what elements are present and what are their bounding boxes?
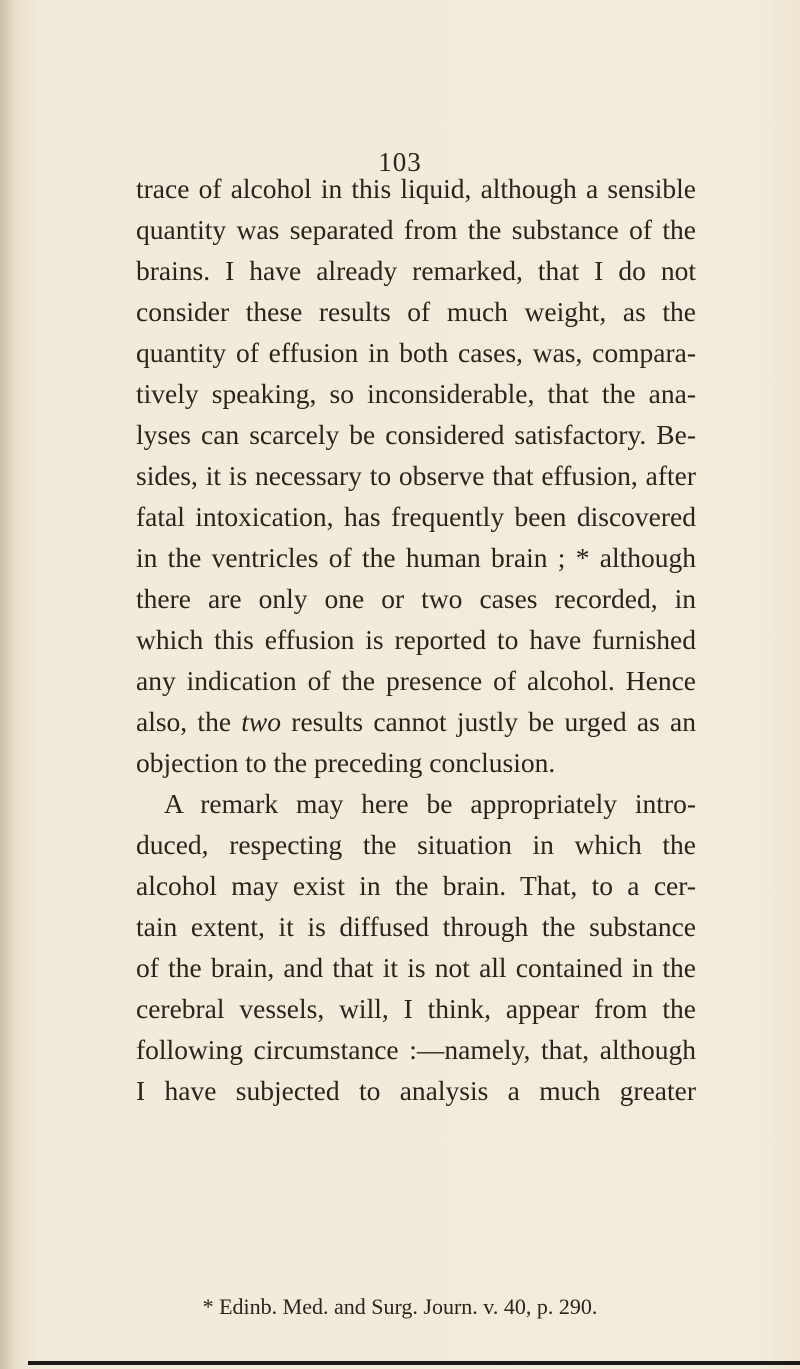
text-line-16: A remark may here be appropriately intro-: [164, 788, 696, 819]
text-line-3: brains. I have already remarked, that I do not: [136, 255, 696, 286]
text-line-13: any indication of the presence of alcohol. Hence: [136, 665, 696, 696]
text-line-4: consider these results of much weight, as the: [136, 296, 696, 327]
text-line-11: there are only one or two cases recorded, in: [136, 583, 696, 614]
text-line-17: duced, respecting the situation in which the: [136, 829, 696, 860]
text-line-12: which this effusion is reported to have furnished: [136, 624, 696, 655]
text-line-9: fatal intoxication, has frequently been discovered: [136, 501, 696, 532]
footnote: * Edinb. Med. and Surg. Journ. v. 40, p. 290.: [202, 1294, 598, 1319]
text-line-6: tively speaking, so inconsiderable, that the ana-: [136, 378, 696, 409]
binding-gutter: [0, 0, 14, 1369]
body-text: [136, 168, 696, 1111]
text-line-7: lyses can scarcely be considered satisfactory. Be-: [136, 419, 696, 450]
text-line-20: of the brain, and that it is not all contained in the: [136, 952, 696, 983]
text-line-2: quantity was separated from the substance of the: [136, 214, 696, 245]
text-line-18: alcohol may exist in the brain. That, to a cer-: [136, 870, 696, 901]
text-line-15: objection to the preceding conclusion.: [136, 747, 556, 778]
bottom-edge-rule: [28, 1361, 800, 1365]
text-line-1: trace of alcohol in this liquid, although a sensible: [136, 173, 696, 204]
text-line-14: [136, 701, 696, 742]
text-line-14-emphasis: two: [241, 706, 282, 737]
text-line-22: following circumstance :—namely, that, although: [136, 1034, 696, 1065]
text-line-8: sides, it is necessary to observe that effusion, after: [136, 460, 696, 491]
text-line-21: cerebral vessels, will, I think, appear from the: [136, 993, 696, 1024]
text-line-10: in the ventricles of the human brain ; * although: [136, 542, 696, 573]
text-line-23: I have subjected to analysis a much greater: [136, 1075, 696, 1106]
page-number: 103: [378, 147, 422, 177]
text-line-19: tain extent, it is diffused through the substance: [136, 911, 696, 942]
text-line-14-post: results cannot justly be urged as an: [281, 706, 696, 737]
text-line-14-pre: also, the: [136, 706, 242, 737]
text-line-5: quantity of effusion in both cases, was, compara-: [136, 337, 696, 368]
